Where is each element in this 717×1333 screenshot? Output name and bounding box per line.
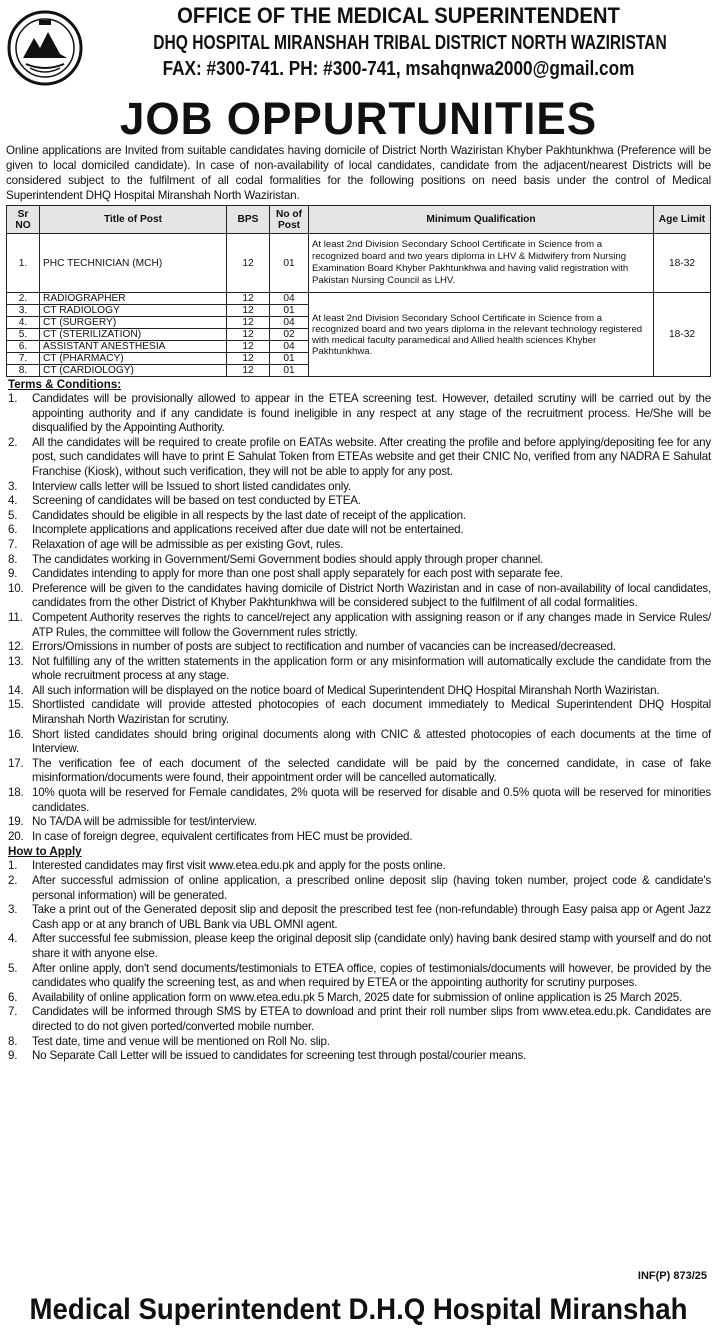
row-bps: 12 <box>227 341 270 353</box>
row-qualification: At least 2nd Division Secondary School Certificate in Science from a recognized board and two years diploma in LHV & Midwifery from Nursing Examination Board Khyber Pakhtunkhwa and having valid registration with Pakistan Nursing Council as LHV. <box>309 234 654 293</box>
apply-text: Take a print out of the Generated deposit slip and deposit the prescribed test fee (non-refundable) through Easy paisa app or Agent Jazz Cash app or at any branch of UBL Bank via UBL OMNI agent. <box>32 903 711 931</box>
col-title: Title of Post <box>40 206 227 234</box>
row-bps: 12 <box>227 234 270 293</box>
list-item: 6. Incomplete applications and applications received after due date will not be entertained. <box>8 523 711 538</box>
term-text: Short listed candidates should bring original documents along with CNIC & attested photocopies of each documents at the time of Interview. <box>32 727 711 756</box>
term-text: Candidates will be provisionally allowed to appear in the ETEA screening test. However, detailed scrutiny will be carried out by the appointing authority and if any candidate is found ineligible in any respect at any stage of the recruitment process. He/She will be disqualified by the Appointing Authority. <box>32 392 711 435</box>
list-item: 8. Test date, time and venue will be mentioned on Roll No. slip. <box>8 1035 711 1050</box>
list-item: 15. Shortlisted candidate will provide attested photocopies of each document immediately to Medical Superintendent DHQ Hospital Miranshah North Waziristan for scrutiny. <box>8 698 711 727</box>
list-item: 5. After online apply, don't send documents/testimonials to ETEA office, copies of testimonials/documents will however, be provided by the candidates who qualify the screening test, as and when required by ETEA or the appointing authority for scrutiny purposes. <box>8 961 711 990</box>
table-row <box>7 234 711 293</box>
row-age: 18-32 <box>654 293 711 377</box>
row-bps: 12 <box>227 353 270 365</box>
col-qualification: Minimum Qualification <box>309 206 654 234</box>
row-bps: 12 <box>227 317 270 329</box>
table-row <box>7 293 711 305</box>
apply-text: After successful admission of online application, a prescribed online deposit slip (having token number, project code & candidate's personal information) will be generated. <box>32 874 711 902</box>
col-sr: Sr NO <box>7 206 40 234</box>
row-bps: 12 <box>227 365 270 377</box>
row-title: CT (PHARMACY) <box>40 353 227 365</box>
term-text: Candidates intending to apply for more than one post shall apply separately for each post with separate fee. <box>32 567 563 581</box>
list-item: 11. Competent Authority reserves the rights to cancel/reject any application with assigning reason or if any changes made in Service Rules/ ATP Rules, the committee will follow the Government rules strictly. <box>8 610 711 639</box>
terms-heading: Terms & Conditions: <box>8 378 122 391</box>
reference-number: INF(P) 873/25 <box>637 1270 707 1282</box>
term-text: In case of foreign degree, equivalent certificates from HEC must be provided. <box>32 829 413 843</box>
term-text: No TA/DA will be admissible for test/interview. <box>32 815 257 829</box>
term-text: The verification fee of each document of the selected candidate will be paid by the concerned candidate, in case of fake misinformation/documents were found, their appointment order will be cancelled automatically. <box>32 756 711 785</box>
apply-text: Test date, time and venue will be mentioned on Roll No. slip. <box>32 1034 330 1048</box>
term-text: All such information will be displayed on the notice board of Medical Superintendent DHQ Hospital Miranshah North Waziristan. <box>32 683 660 697</box>
row-posts: 04 <box>270 341 309 353</box>
list-item: 7. Candidates will be informed through SMS by ETEA to download and print their roll number slips from www.etea.edu.pk. Candidates are directed to do not given ported/converted mobile number. <box>8 1005 711 1033</box>
row-posts: 04 <box>270 317 309 329</box>
list-item: 3. Take a print out of the Generated deposit slip and deposit the prescribed test fee (non-refundable) through Easy paisa app or Agent Jazz Cash app or at any branch of UBL Bank via UBL OMNI agent. <box>8 903 711 931</box>
table-header-row <box>7 206 711 234</box>
list-item: 12. Errors/Omissions in number of posts are subject to rectification and number of vacancies can be increased/decreased. <box>8 640 711 655</box>
row-sr: 2. <box>7 293 40 305</box>
row-posts: 02 <box>270 329 309 341</box>
list-item: 13. Not fulfilling any of the written statements in the application form or any misinformation will automatically exclude the candidate from the whole recruitment process at any stage. <box>8 654 711 683</box>
term-text: Relaxation of age will be admissible as per existing Govt, rules. <box>32 537 344 551</box>
list-item: 9. No Separate Call Letter will be issued to candidates for screening test through postal/courier means. <box>8 1049 711 1064</box>
list-item: 5. Candidates should be eligible in all respects by the last date of receipt of the application. <box>8 509 711 524</box>
row-sr: 6. <box>7 341 40 353</box>
row-posts: 01 <box>270 234 309 293</box>
list-item: 4. After successful fee submission, please keep the original deposit slip (candidate only) having bank desired stamp with yourself and do not share it with anyone else. <box>8 932 711 960</box>
list-item: 8. The candidates working in Government/Semi Government bodies should apply through proper channel. <box>8 553 711 568</box>
row-sr: 3. <box>7 305 40 317</box>
col-posts: No of Post <box>270 206 309 234</box>
list-item: 9. Candidates intending to apply for more than one post shall apply separately for each post with separate fee. <box>8 567 711 582</box>
list-item: 3. Interview calls letter will be Issued to short listed candidates only. <box>8 480 711 495</box>
term-text: Screening of candidates will be based on test conducted by ETEA. <box>32 494 361 508</box>
term-text: Candidates should be eligible in all respects by the last date of receipt of the application. <box>32 508 466 522</box>
term-text: Preference will be given to the candidates having domicile of District North Waziristan and in case of non-availability of local candidates, candidates from the other District of Khyber Pakhtunkhwa will be considered subject to the fulfilment of all codal formalities. <box>32 581 711 610</box>
row-title: CT RADIOLOGY <box>40 305 227 317</box>
list-item: 2. After successful admission of online application, a prescribed online deposit slip (having token number, project code & candidate's personal information) will be generated. <box>8 874 711 902</box>
list-item: 7. Relaxation of age will be admissible as per existing Govt, rules. <box>8 538 711 553</box>
list-item: 1. Interested candidates may first visit www.etea.edu.pk and apply for the posts online. <box>8 859 711 874</box>
how-to-apply-heading: How to Apply <box>8 845 82 859</box>
term-text: The candidates working in Government/Semi Government bodies should apply through proper channel. <box>32 552 544 566</box>
term-text: Interview calls letter will be Issued to short listed candidates only. <box>32 479 351 493</box>
row-sr: 4. <box>7 317 40 329</box>
row-posts: 01 <box>270 365 309 377</box>
list-item: 18. 10% quota will be reserved for Female candidates, 2% quota will be reserved for disable and 0.5% quota will be reserved for minorities candidates. <box>8 786 711 814</box>
apply-text: After online apply, don't send documents/testimonials to ETEA office, copies of testimonials/documents will however, be provided by the candidates who qualify the screening test, as and when required by ETEA or the appointing authority for scrutiny purposes. <box>32 961 711 990</box>
government-seal-logo-icon <box>6 8 84 88</box>
apply-text: No Separate Call Letter will be issued to candidates for screening test through postal/courier means. <box>32 1049 527 1063</box>
col-age: Age Limit <box>654 206 711 234</box>
list-item: 20. In case of foreign degree, equivalent certificates from HEC must be provided. <box>8 830 711 845</box>
row-sr: 7. <box>7 353 40 365</box>
row-title: RADIOGRAPHER <box>40 293 227 305</box>
row-title: PHC TECHNICIAN (MCH) <box>40 234 227 293</box>
apply-text: Candidates will be informed through SMS by ETEA to download and print their roll number slips from www.etea.edu.pk. Candidates are directed to do not given ported/converted mobile number. <box>32 1005 711 1033</box>
list-item: 19. No TA/DA will be admissible for test/interview. <box>8 815 711 830</box>
row-bps: 12 <box>227 305 270 317</box>
list-item: 1. Candidates will be provisionally allowed to appear in the ETEA screening test. However, detailed scrutiny will be carried out by the appointing authority and if any candidate is found ineligible in any respect at any stage of the recruitment process. He/She will be disqualified by the Appointing Authority. <box>8 392 711 435</box>
apply-list <box>8 859 711 1063</box>
intro-paragraph: Online applications are Invited from suitable candidates having domicile of District North Waziristan Khyber Pakhtunkhwa (Preference will be given to local domiciled candidate). In case of non-availability of local candidates, candidate from the adjacent/nearest Districts will be considered subject to the fulfilment of all codal formalities for the following positions on need basis under the control of Medical Superintendent DHQ Hospital Miranshah North Waziristan. <box>6 144 711 202</box>
term-text: Errors/Omissions in number of posts are subject to rectification and number of vacancies can be increased/decreased. <box>32 640 616 654</box>
list-item: 2. All the candidates will be required to create profile on EATAs website. After creating the profile and before applying/depositing fee for any post, such candidates will have to print E Sahulat Token from ETEAs website and get their CNIC No, verified from any NADRA E Sahulat Franchise (Kiosk), without such verification, they will not be able to apply for any post. <box>8 435 711 478</box>
term-text: All the candidates will be required to create profile on EATAs website. After creating the profile and before applying/depositing fee for any post, such candidates will have to print E Sahulat Token from ETEAs website and get their CNIC No, verified from any NADRA E Sahulat Franchise (Kiosk), without such verification, they will not be able to apply for any post. <box>32 435 711 478</box>
row-age: 18-32 <box>654 234 711 293</box>
row-posts: 01 <box>270 353 309 365</box>
row-title: ASSISTANT ANESTHESIA <box>40 341 227 353</box>
term-text: Incomplete applications and applications received after due date will not be entertained. <box>32 523 464 537</box>
list-item: 6. Availability of online application form on www.etea.edu.pk 5 March, 2025 date for submission of online application is 25 March 2025. <box>8 991 711 1006</box>
apply-text: Availability of online application form on www.etea.edu.pk 5 March, 2025 date for submission of online application is 25 March 2025. <box>32 990 683 1004</box>
row-sr: 8. <box>7 365 40 377</box>
list-item: 17. The verification fee of each document of the selected candidate will be paid by the concerned candidate, in case of fake misinformation/documents were found, their appointment order will be cancelled automatically. <box>8 756 711 785</box>
row-title: CT (CARDIOLOGY) <box>40 365 227 377</box>
term-text: 10% quota will be reserved for Female candidates, 2% quota will be reserved for disable and 0.5% quota will be reserved for minorities candidates. <box>32 786 711 814</box>
list-item: 10. Preference will be given to the candidates having domicile of District North Waziristan and in case of non-availability of local candidates, candidates from the other District of Khyber Pakhtunkhwa will be considered subject to the fulfilment of all codal formalities. <box>8 581 711 610</box>
row-title: CT (STERILIZATION) <box>40 329 227 341</box>
apply-text: Interested candidates may first visit www.etea.edu.pk and apply for the posts online. <box>32 859 446 873</box>
page-title: JOB OPPURTUNITIES <box>119 93 598 144</box>
col-bps: BPS <box>227 206 270 234</box>
term-text: Shortlisted candidate will provide attested photocopies of each document immediately to Medical Superintendent DHQ Hospital Miranshah North Waziristan for scrutiny. <box>32 698 711 727</box>
footer-signature: Medical Superintendent D.H.Q Hospital Miranshah <box>29 1293 688 1326</box>
row-sr: 1. <box>7 234 40 293</box>
list-item: 14. All such information will be displayed on the notice board of Medical Superintendent DHQ Hospital Miranshah North Waziristan. <box>8 684 711 699</box>
terms-list <box>8 392 711 844</box>
row-bps: 12 <box>227 329 270 341</box>
term-text: Not fulfilling any of the written statements in the application form or any misinformation will automatically exclude the candidate from the whole recruitment process at any stage. <box>32 654 711 683</box>
hospital-name: DHQ HOSPITAL MIRANSHAH TRIBAL DISTRICT NORTH WAZIRISTAN <box>153 32 667 54</box>
header <box>0 0 717 98</box>
row-posts: 01 <box>270 305 309 317</box>
row-title: CT (SURGERY) <box>40 317 227 329</box>
row-bps: 12 <box>227 293 270 305</box>
list-item: 16. Short listed candidates should bring original documents along with CNIC & attested photocopies of each documents at the time of Interview. <box>8 727 711 756</box>
row-posts: 04 <box>270 293 309 305</box>
list-item: 4. Screening of candidates will be based on test conducted by ETEA. <box>8 494 711 509</box>
row-qualification: At least 2nd Division Secondary School Certificate in Science from a recognized board and two years diploma in the relevant technology registered with medical faculty paramedical and Allied health sciences Khyber Pakhtunkhwa. <box>309 293 654 377</box>
contact-line: FAX: #300-741. PH: #300-741, msahqnwa2000@gmail.com <box>162 58 635 80</box>
office-title: OFFICE OF THE MEDICAL SUPERINTENDENT <box>177 3 620 28</box>
term-text: Competent Authority reserves the rights to cancel/reject any application with assigning reason or if any changes made in Service Rules/ ATP Rules, the committee will follow the Government rules strictly. <box>32 610 711 639</box>
apply-text: After successful fee submission, please keep the original deposit slip (candidate only) having bank desired stamp with yourself and do not share it with anyone else. <box>32 932 711 960</box>
posts-table <box>6 205 711 377</box>
row-sr: 5. <box>7 329 40 341</box>
